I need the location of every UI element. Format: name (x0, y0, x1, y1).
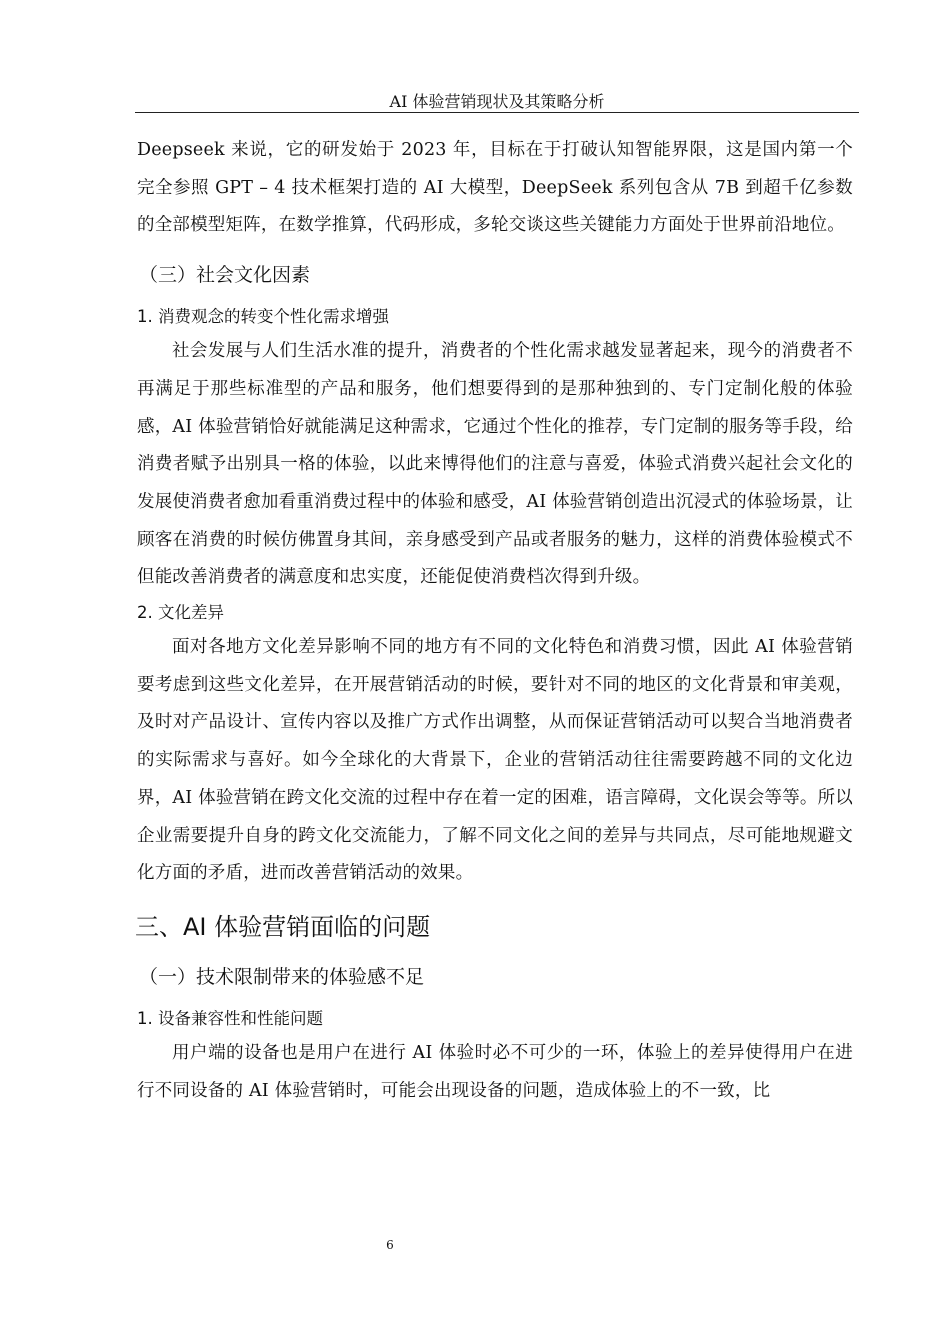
heading-device-compatibility: 1. 设备兼容性和性能问题 (137, 1008, 323, 1028)
heading-consumption-shift: 1. 消费观念的转变个性化需求增强 (137, 307, 389, 327)
culture-paragraph: 面对各地方文化差异影响不同的地方有不同的文化特色和消费习惯，因此 AI 体验营销要考虑到这些文化差异，在开展营销活动的时候，要针对不同的地区的文化背景和审美观，及时对产品设计、宣传内容以及推广方式作出调整，从而保证营销活动可以契合当地消费者的实际需求与喜好。如今全球化的大背景下，企业的营销活动往往需要跨越不同的文化边界，AI 体验营销在跨文化交流的过程中存在着一定的困难，语言障碍，文化误会等等。所以企业需要提升自身的跨文化交流能力，了解不同文化之间的差异与共同点，尽可能地规避文化方面的矛盾，进而改善营销活动的效果。 (137, 637, 854, 884)
heading-cultural-difference: 2. 文化差异 (137, 603, 224, 623)
device-paragraph: 用户端的设备也是用户在进行 AI 体验时必不可少的一环，体验上的差异使得用户在进行不同设备的 AI 体验营销时，可能会出现设备的问题，造成体验上的不一致，比 (137, 1042, 853, 1101)
running-header: AI 体验营销现状及其策略分析 (389, 92, 605, 111)
intro-paragraph: Deepseek 来说，它的研发始于 2023 年，目标在于打破认知智能界限，这是国内第一个完全参照 GPT – 4 技术框架打造的 AI 大模型，DeepSeek 系列包含从 7B 到超千亿参数的全部模型矩阵，在数学推算，代码形成，多轮交谈这些关键能力方面处于世界前沿地位。 (137, 140, 853, 236)
consumption-paragraph: 社会发展与人们生活水准的提升，消费者的个性化需求越发显著起来，现今的消费者不再满足于那些标准型的产品和服务，他们想要得到的是那种独到的、专门定制化般的体验感，AI 体验营销恰好就能满足这种需求，它通过个性化的推荐，专门定制的服务等手段，给消费者赋予出别具一格的体验，以此来博得他们的注意与喜爱，体验式消费兴起社会文化的发展使消费者愈加看重消费过程中的体验和感受，AI 体验营销创造出沉浸式的体验场景，让顾客在消费的时候仿佛置身其间，亲身感受到产品或者服务的魅力，这样的消费体验模式不但能改善消费者的满意度和忠实度，还能促使消费档次得到升级。 (137, 341, 854, 588)
document-body (137, 132, 853, 1110)
page-number: 6 (386, 1238, 394, 1252)
heading-ai-problems: 三、AI 体验营销面临的问题 (135, 912, 431, 941)
header-divider (135, 112, 859, 113)
heading-technical-limits: （一）技术限制带来的体验感不足 (139, 965, 425, 988)
heading-social-culture: （三）社会文化因素 (139, 264, 311, 287)
